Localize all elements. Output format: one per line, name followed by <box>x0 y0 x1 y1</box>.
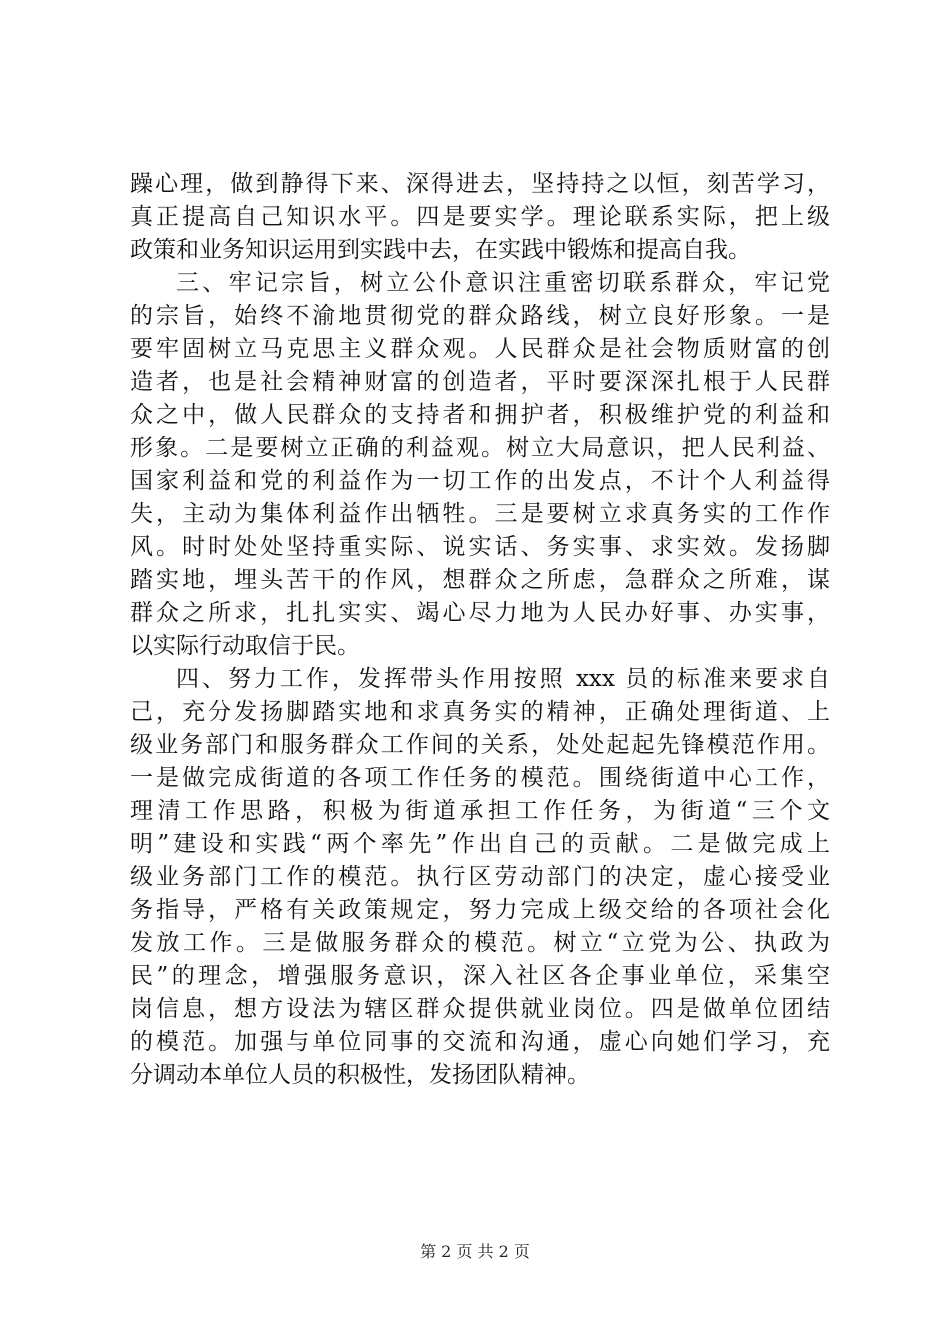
text-line: 务指导，严格有关政策规定，努力完成上级交给的各项社会化 <box>130 897 830 923</box>
text-line: 级业务部门和服务群众工作间的关系，处处起起先锋模范作用。 <box>130 732 830 758</box>
text-line: 失，主动为集体利益作出牺牲。三是要树立求真务实的工作作 <box>130 501 830 527</box>
text-line: 风。时时处处坚持重实际、说实话、务实事、求实效。发扬脚 <box>130 534 830 560</box>
text-line: 民”的理念，增强服务意识，深入社区各企事业单位，采集空 <box>130 963 830 989</box>
text-line: 踏实地，埋头苦干的作风，想群众之所虑，急群众之所难，谋 <box>130 567 830 593</box>
text-line: 要牢固树立马克思主义群众观。人民群众是社会物质财富的创 <box>130 336 830 362</box>
text-line: 的宗旨，始终不渝地贯彻党的群众路线，树立良好形象。一是 <box>130 303 830 329</box>
text-line: 国家利益和党的利益作为一切工作的出发点，不计个人利益得 <box>130 468 830 494</box>
document-body <box>130 168 830 1092</box>
page-footer: 第 2 页 共 2 页 <box>420 1242 530 1261</box>
text-line: 形象。二是要树立正确的利益观。树立大局意识，把人民利益、 <box>130 435 830 461</box>
text-line: 岗信息，想方设法为辖区群众提供就业岗位。四是做单位团结 <box>130 996 830 1022</box>
text-line: 理清工作思路，积极为街道承担工作任务，为街道“三个文 <box>130 798 830 824</box>
text-line: 分调动本单位人员的积极性，发扬团队精神。 <box>130 1062 590 1088</box>
text-line: 级业务部门工作的模范。执行区劳动部门的决定，虚心接受业 <box>130 864 830 890</box>
text-line: 众之中，做人民群众的支持者和拥护者，积极维护党的利益和 <box>130 402 830 428</box>
text-line: 的模范。加强与单位同事的交流和沟通，虚心向她们学习，充 <box>130 1029 830 1055</box>
text-line: 明”建设和实践“两个率先”作出自己的贡献。二是做完成上 <box>130 831 830 857</box>
text-line: 三、牢记宗旨，树立公仆意识注重密切联系群众，牢记党 <box>176 270 830 296</box>
text-line: 真正提高自己知识水平。四是要实学。理论联系实际，把上级 <box>130 204 830 230</box>
text-line: 以实际行动取信于民。 <box>130 633 360 659</box>
text-line: 发放工作。三是做服务群众的模范。树立“立党为公、执政为 <box>130 930 830 956</box>
text-line: 造者，也是社会精神财富的创造者，平时要深深扎根于人民群 <box>130 369 830 395</box>
text-line: 一是做完成街道的各项工作任务的模范。围绕街道中心工作， <box>130 765 830 791</box>
text-line: 己，充分发扬脚踏实地和求真务实的精神，正确处理街道、上 <box>130 699 830 725</box>
text-line: 四、努力工作，发挥带头作用按照 xxx 员的标准来要求自 <box>176 666 830 692</box>
text-line: 躁心理，做到静得下来、深得进去，坚持持之以恒，刻苦学习， <box>130 171 830 197</box>
text-line: 群众之所求，扎扎实实、竭心尽力地为人民办好事、办实事， <box>130 600 830 626</box>
text-line: 政策和业务知识运用到实践中去，在实践中锻炼和提高自我。 <box>130 237 751 263</box>
